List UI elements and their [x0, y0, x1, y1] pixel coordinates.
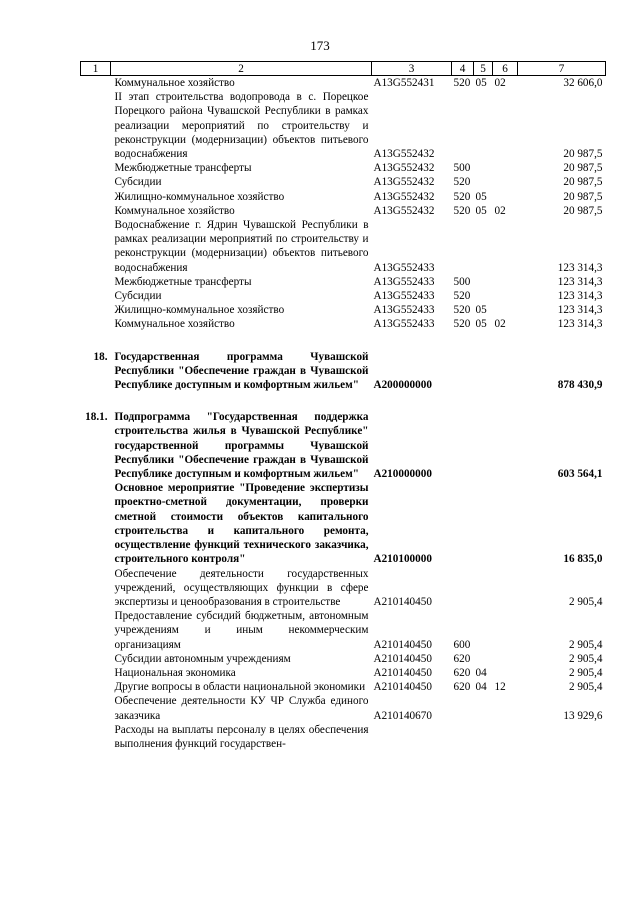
row-number	[81, 317, 111, 331]
row-code: А13G552432	[373, 162, 435, 175]
row-amount: 20 987,5	[563, 148, 603, 161]
row-name: Субсидии	[114, 290, 162, 303]
row-code: А210140450	[373, 652, 432, 665]
row-amount: 16 835,0	[563, 553, 603, 566]
row-amount: 123 314,3	[557, 304, 603, 317]
row-name: Государственная программа Чувашской Республики "Обеспечение граждан в Чувашской Республике доступным и комфортным жильем"	[114, 350, 369, 392]
row-name: Коммунальное хозяйство	[114, 318, 235, 331]
row-number	[81, 90, 111, 161]
row-col4: 620	[453, 666, 471, 679]
row-col6	[493, 275, 518, 289]
row-col5	[474, 218, 493, 275]
row-name: Расходы на выплаты персоналу в целях обеспечения выполнения функций государствен-	[114, 723, 369, 750]
row-name: Субсидии	[114, 176, 162, 189]
row-col4: 620	[453, 652, 471, 665]
row-col4: 600	[453, 638, 471, 651]
row-col6	[493, 481, 518, 566]
row-col5	[474, 350, 493, 393]
table-row	[81, 652, 606, 666]
row-number	[81, 175, 111, 189]
row-col5: 04	[475, 666, 487, 679]
row-col6: 12	[494, 681, 506, 694]
row-number	[81, 723, 111, 751]
row-col5	[474, 275, 493, 289]
column-header: 6	[493, 62, 518, 76]
row-code: А210140450	[373, 595, 432, 608]
row-number	[81, 694, 111, 722]
row-col6: 02	[494, 77, 506, 89]
row-code: А13G552433	[373, 318, 435, 331]
row-col4: 520	[453, 176, 471, 189]
row-number	[81, 161, 111, 175]
row-col4	[452, 350, 474, 393]
row-col6	[493, 652, 518, 666]
row-col4: 520	[453, 290, 471, 303]
row-col5	[474, 90, 493, 161]
row-col5	[474, 161, 493, 175]
table-row	[81, 666, 606, 680]
row-name: Коммунальное хозяйство	[114, 77, 235, 89]
row-code: А13G552433	[373, 304, 435, 317]
table-row	[81, 190, 606, 204]
row-col5	[474, 175, 493, 189]
row-code: А210140450	[373, 666, 432, 679]
row-col4: 620	[453, 681, 471, 694]
row-code: А210140450	[373, 681, 432, 694]
row-name: Основное мероприятие "Проведение экспертизы проектно-сметной документации, проверки сметной стоимости объектов капитального строительства и капитального ремонта, осуществление функций технического заказчика, строительного контроля"	[114, 482, 369, 566]
row-col5	[474, 481, 493, 566]
row-code: А13G552433	[373, 275, 435, 288]
row-number: 18.	[93, 350, 108, 363]
row-number	[81, 218, 111, 275]
row-code: А13G552433	[373, 261, 435, 274]
row-name: Коммунальное хозяйство	[114, 204, 235, 217]
row-code: А13G552432	[373, 204, 435, 217]
row-name: Жилищно-коммунальное хозяйство	[114, 304, 285, 317]
row-name: Жилищно-коммунальное хозяйство	[114, 190, 285, 203]
row-col4	[452, 567, 474, 610]
row-col6	[493, 694, 518, 722]
row-number	[81, 289, 111, 303]
row-code: А13G552432	[373, 176, 435, 189]
table-row	[81, 609, 606, 652]
row-name: Водоснабжение г. Ядрин Чувашской Республики в рамках реализации мероприятий по строительству и реконструкции (модернизации) объектов питьевого водоснабжения	[114, 219, 369, 274]
row-col4	[452, 410, 474, 481]
table-row	[81, 317, 606, 331]
row-col4	[452, 723, 474, 751]
row-col4: 520	[453, 204, 471, 217]
row-col4: 520	[453, 318, 471, 331]
row-col6	[493, 303, 518, 317]
row-number	[81, 303, 111, 317]
table-row	[81, 723, 606, 751]
row-col6	[493, 161, 518, 175]
row-name: Межбюджетные трансферты	[114, 275, 252, 288]
row-col4	[452, 694, 474, 722]
row-col5: 05	[475, 190, 487, 203]
row-number	[81, 652, 111, 666]
row-col4	[452, 90, 474, 161]
row-code: А13G552433	[373, 290, 435, 303]
row-amount: 123 314,3	[557, 275, 603, 288]
row-col5	[474, 694, 493, 722]
row-col5: 05	[475, 77, 487, 89]
row-amount: 2 905,4	[568, 666, 603, 679]
row-col5	[474, 567, 493, 610]
row-code: А210000000	[373, 468, 432, 481]
row-col6: 02	[494, 204, 506, 217]
row-col6	[493, 723, 518, 751]
row-amount: 2 905,4	[568, 681, 603, 694]
row-code: А13G552432	[373, 148, 435, 161]
row-amount: 123 314,3	[557, 318, 603, 331]
table-row	[81, 350, 606, 393]
row-name: Другие вопросы в области национальной экономики	[114, 681, 366, 694]
table-row	[81, 680, 606, 694]
table-row	[81, 694, 606, 722]
table-row	[81, 161, 606, 175]
row-number	[81, 609, 111, 652]
row-col6	[493, 90, 518, 161]
row-col5: 05	[475, 304, 487, 317]
row-spacer	[81, 332, 606, 350]
row-col5	[474, 652, 493, 666]
table-row	[81, 175, 606, 189]
row-code	[372, 723, 452, 751]
table-row	[81, 76, 606, 91]
row-amount: 20 987,5	[563, 176, 603, 189]
column-header: 7	[518, 62, 606, 76]
row-code: А210100000	[373, 553, 432, 566]
row-col4: 500	[453, 162, 471, 175]
row-amount: 13 929,6	[563, 709, 603, 722]
row-amount: 32 606,0	[563, 77, 603, 89]
table-row	[81, 90, 606, 161]
row-number	[81, 481, 111, 566]
row-col6	[493, 609, 518, 652]
table-row	[81, 567, 606, 610]
row-code: А13G552431	[373, 77, 435, 89]
row-amount: 2 905,4	[568, 595, 603, 608]
row-col6	[493, 190, 518, 204]
row-col4: 520	[453, 190, 471, 203]
row-amount: 603 564,1	[557, 468, 603, 481]
column-header: 3	[372, 62, 452, 76]
column-header: 5	[474, 62, 493, 76]
row-amount: 20 987,5	[563, 162, 603, 175]
row-col5	[474, 410, 493, 481]
table-row	[81, 204, 606, 218]
table-row	[81, 289, 606, 303]
row-code: А210140450	[373, 638, 432, 651]
row-number	[81, 190, 111, 204]
row-amount: 2 905,4	[568, 652, 603, 665]
table-header-row	[81, 62, 606, 76]
row-code: А210140670	[373, 709, 432, 722]
row-col6	[493, 410, 518, 481]
row-col6	[493, 567, 518, 610]
row-col6: 02	[494, 318, 506, 331]
row-col6	[493, 666, 518, 680]
row-amount	[518, 723, 606, 751]
page-number: 173	[310, 38, 330, 53]
row-name: Межбюджетные трансферты	[114, 162, 252, 175]
row-col6	[493, 218, 518, 275]
row-col6	[493, 350, 518, 393]
row-col5	[474, 723, 493, 751]
row-code: А200000000	[373, 379, 432, 392]
table-row	[81, 481, 606, 566]
row-col5: 05	[475, 204, 487, 217]
row-number	[81, 680, 111, 694]
row-amount: 878 430,9	[557, 379, 603, 392]
row-name: Национальная экономика	[114, 666, 236, 679]
row-col4: 520	[453, 77, 471, 89]
row-number	[81, 567, 111, 610]
row-number	[81, 275, 111, 289]
budget-table	[80, 61, 606, 751]
row-number	[81, 204, 111, 218]
row-col6	[493, 175, 518, 189]
table-row	[81, 303, 606, 317]
row-name: Предоставление субсидий бюджетным, автономным учреждениям и иным некоммерческим организациям	[114, 610, 369, 651]
column-header: 2	[111, 62, 372, 76]
row-col4	[452, 481, 474, 566]
row-number	[81, 76, 111, 91]
row-col4: 520	[453, 304, 471, 317]
column-header: 4	[452, 62, 474, 76]
row-col4	[452, 218, 474, 275]
row-amount: 123 314,3	[557, 261, 603, 274]
row-col5: 05	[475, 318, 487, 331]
table-row	[81, 410, 606, 481]
row-col5	[474, 609, 493, 652]
row-col4: 500	[453, 275, 471, 288]
row-col5: 04	[475, 681, 487, 694]
row-name: Обеспечение деятельности государственных учреждений, осуществляющих функции в сфере экспертизы и ценообразования в строительстве	[114, 567, 369, 608]
row-amount: 2 905,4	[568, 638, 603, 651]
table-row	[81, 218, 606, 275]
row-amount: 20 987,5	[563, 204, 603, 217]
column-header: 1	[81, 62, 111, 76]
row-name: Обеспечение деятельности КУ ЧР Служба единого заказчика	[114, 695, 369, 722]
table-row	[81, 275, 606, 289]
row-number: 18.1.	[85, 411, 108, 424]
row-spacer	[81, 392, 606, 410]
row-amount: 20 987,5	[563, 190, 603, 203]
row-name: II этап строительства водопровода в с. Порецкое Порецкого района Чувашской Республики в рамках реализации мероприятий по строительству и реконструкции (модернизации) объектов питьевого водоснабжения	[114, 91, 369, 161]
row-col5	[474, 289, 493, 303]
row-col6	[493, 289, 518, 303]
row-name: Подпрограмма "Государственная поддержка строительства жилья в Чувашской Республике" государственной программы Чувашской Республики "Обеспечение граждан в Чувашской Республике доступным и комфортным жильем"	[114, 411, 369, 481]
row-name: Субсидии автономным учреждениям	[114, 652, 291, 665]
row-amount: 123 314,3	[557, 290, 603, 303]
row-number	[81, 666, 111, 680]
row-code: А13G552432	[373, 190, 435, 203]
